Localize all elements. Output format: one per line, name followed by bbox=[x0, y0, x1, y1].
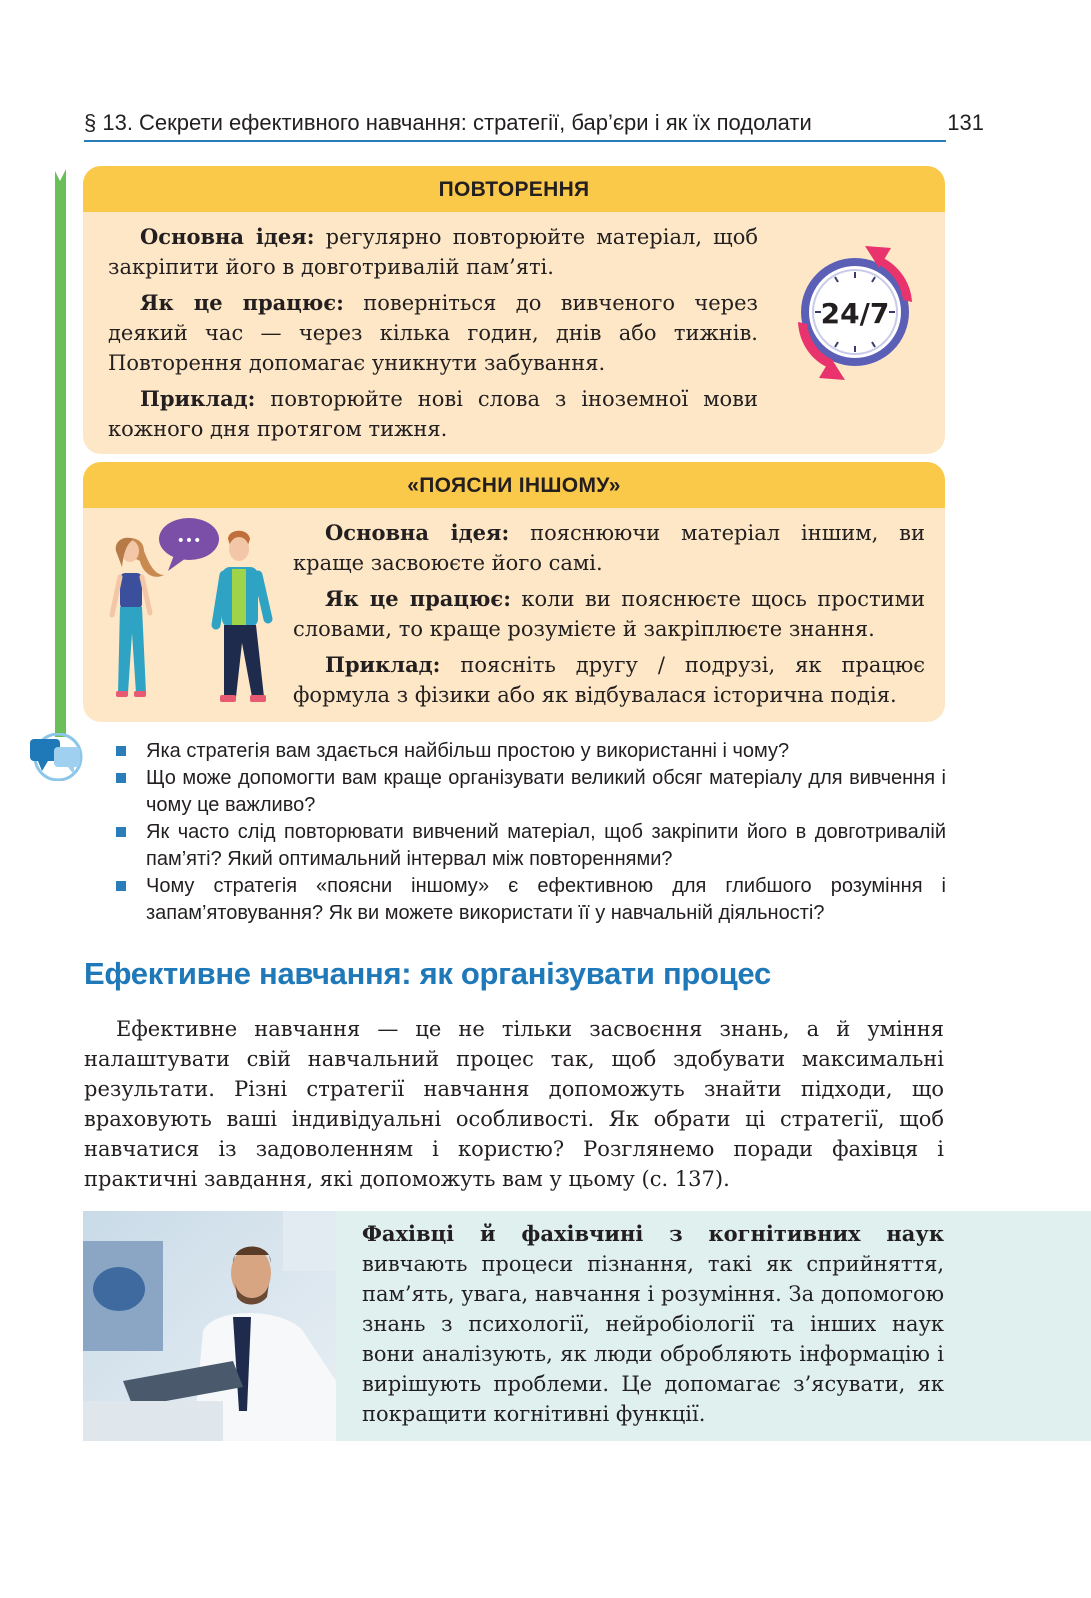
label: Приклад: bbox=[325, 652, 441, 677]
running-head bbox=[84, 106, 984, 140]
question-item: Яка стратегія вам здається найбільш простою у використанні і чому? bbox=[116, 738, 946, 765]
svg-text:•••: ••• bbox=[176, 533, 202, 549]
side-accent-bar bbox=[55, 167, 66, 737]
label: Основна ідея: bbox=[325, 520, 510, 545]
card-body bbox=[293, 518, 925, 716]
main-idea bbox=[108, 222, 758, 282]
label: Основна ідея: bbox=[140, 224, 315, 249]
question-item: Чому стратегія «поясни іншому» є ефективною для глибшого розуміння і запам’ятовування? Як ви можете використати її у навчальній діяльності? bbox=[116, 873, 946, 927]
card-body bbox=[108, 222, 758, 450]
text: пояснюючи матеріал іншим, ви краще засвоюєте його самі. bbox=[293, 521, 925, 575]
info-body: вивчають процеси пізнання, такі як сприйняття, пам’ять, увага, навчання і розуміння. За допомогою знань з психології, нейробіології та інших наук вони аналізують, як люди обробляють інформацію і вирішують проблеми. Це допомагає з’ясувати, як покращити когнітивні функції. bbox=[362, 1252, 944, 1426]
questions-list bbox=[116, 738, 946, 927]
section-paragraph: Ефективне навчання — це не тільки засвоєння знань, а й уміння налаштувати свій навчальний процес так, щоб здобувати максимальні результати. Різні стратегії навчання допоможуть знайти підходи, що враховують ваші індивідуальні особливості. Як обрати ці стратегії, щоб навчатися із задоволенням і користю? Розглянемо поради фахівця і практичні завдання, які допоможуть вам у цьому (с. 137). bbox=[84, 1017, 944, 1191]
how-it-works bbox=[108, 288, 758, 378]
speech-bubble-icon bbox=[159, 518, 219, 571]
page-number: 131 bbox=[947, 110, 984, 135]
info-text bbox=[362, 1219, 944, 1429]
how-it-works bbox=[293, 584, 925, 644]
card-heading: «ПОЯСНИ ІНШОМУ» bbox=[83, 462, 945, 508]
text: поясніть другу / подрузі, як працює формула з фізики або як відбувалася історична подія. bbox=[293, 653, 925, 707]
section-title: Ефективне навчання: як організувати процес bbox=[84, 956, 771, 991]
clock-label: 24/7 bbox=[820, 297, 890, 330]
example bbox=[293, 650, 925, 710]
question-item: Що може допомогти вам краще організувати великий обсяг матеріалу для вивчення і чому це важливо? bbox=[116, 765, 946, 819]
woman-figure bbox=[112, 538, 164, 697]
text: коли ви пояснюєте щось простими словами, то краще розумієте й закріплюєте знання. bbox=[293, 587, 925, 641]
info-box bbox=[83, 1211, 1091, 1441]
example bbox=[108, 384, 758, 444]
clock-24-7-icon bbox=[795, 240, 915, 385]
man-figure bbox=[216, 531, 268, 702]
info-bold-lead: Фахівці й фахівчині з когнітивних наук bbox=[362, 1221, 944, 1246]
card-heading: ПОВТОРЕННЯ bbox=[83, 166, 945, 212]
people-talking-illustration bbox=[106, 515, 276, 710]
side-accent-notch bbox=[53, 167, 67, 181]
label: Приклад: bbox=[140, 386, 256, 411]
speech-bubbles-icon bbox=[28, 733, 84, 781]
scientist-photo bbox=[83, 1211, 336, 1441]
text: регулярно повторюйте матеріал, щоб закріпити його в довготривалій пам’яті. bbox=[108, 225, 758, 279]
main-idea bbox=[293, 518, 925, 578]
text: поверніться до вивченого через деякий час — через кілька годин, днів або тижнів. Повторення допомагає уникнути забування. bbox=[108, 291, 758, 375]
chapter-title: § 13. Секрети ефективного навчання: стратегії, бар’єри і як їх подолати bbox=[84, 110, 812, 135]
label: Як це працює: bbox=[325, 586, 511, 611]
question-item: Як часто слід повторювати вивчений матеріал, щоб закріпити його в довготривалій пам’яті? Який оптимальний інтервал між повтореннями? bbox=[116, 819, 946, 873]
label: Як це працює: bbox=[140, 290, 344, 315]
text: повторюйте нові слова з іноземної мови кожного дня протягом тижня. bbox=[108, 387, 758, 441]
header-rule bbox=[84, 140, 946, 142]
